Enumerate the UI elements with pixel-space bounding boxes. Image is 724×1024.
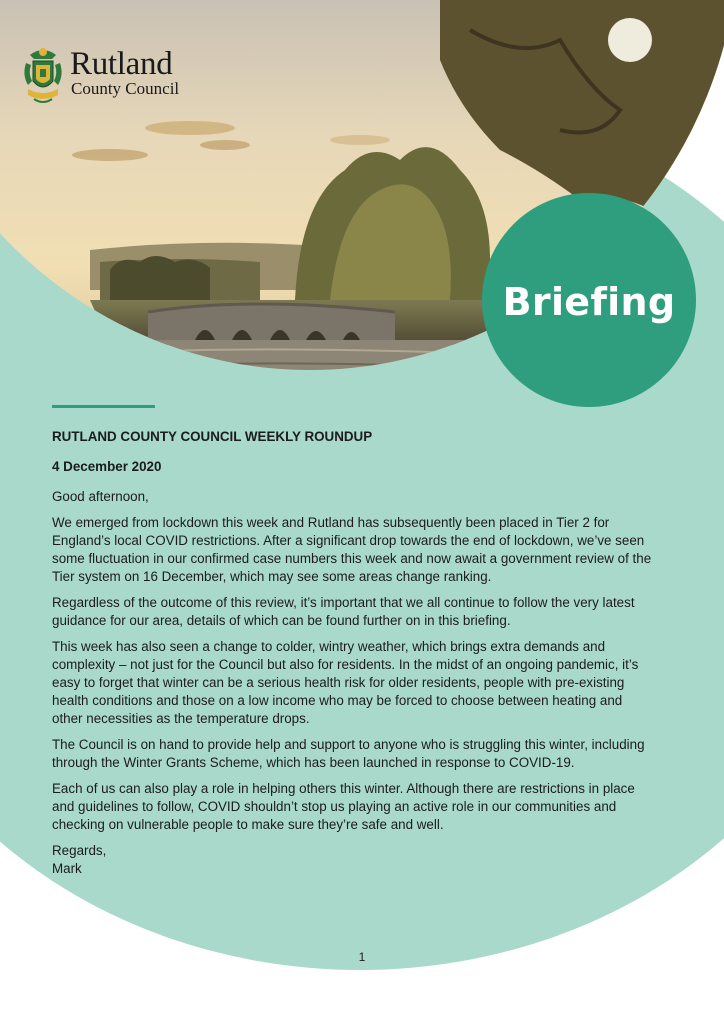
signoff: Regards, [52, 843, 107, 858]
paragraph: We emerged from lockdown this week and Rutland has subsequently been placed in Tier 2 for England’s local COVID restrictions. After a significant drop towards the end of lockdown, we’ve seen some fluctuation in our confirmed case numbers this week and now await a government review of the Tier system on 16 December, which may see some areas change ranking. [52, 515, 652, 584]
document-date: 4 December 2020 [52, 459, 162, 474]
briefing-badge [482, 193, 696, 407]
council-name: Rutland [70, 46, 173, 82]
coat-of-arms-icon [22, 45, 64, 107]
document-heading: RUTLAND COUNTY COUNCIL WEEKLY ROUNDUP [52, 429, 373, 444]
accent-rule [52, 405, 155, 408]
paragraph: This week has also seen a change to colder, wintry weather, which brings extra demands and complexity – not just for the Council but also for residents. In the midst of an ongoing pandemic, it’s easy to forget that winter can be a serious health risk for older residents, people with pre-existing health conditions and those on a low income who may be forced to choose between heating and other necessities as the temperature drops. [52, 639, 639, 726]
page-number: 1 [358, 950, 366, 964]
paragraph: Regardless of the outcome of this review, it’s important that we all continue to follow the very latest guidance for our area, details of which can be found further on in this briefing. [52, 595, 635, 628]
greeting: Good afternoon, [52, 489, 149, 504]
paragraph: Each of us can also play a role in helping others this winter. Although there are restrictions in place and guidelines to follow, COVID shouldn’t stop us playing an active role in our communities and checking on vulnerable people to make sure they’re safe and well. [52, 781, 635, 832]
briefing-label: Briefing [502, 280, 676, 324]
council-subtitle: County Council [71, 79, 180, 98]
council-logo [22, 45, 179, 107]
paragraph: The Council is on hand to provide help and support to anyone who is struggling this winter, including through the Winter Grants Scheme, which has been launched in response to COVID-19. [52, 737, 645, 770]
signoff-block [52, 842, 652, 878]
signature: Mark [52, 861, 82, 876]
briefing-body [52, 428, 652, 878]
